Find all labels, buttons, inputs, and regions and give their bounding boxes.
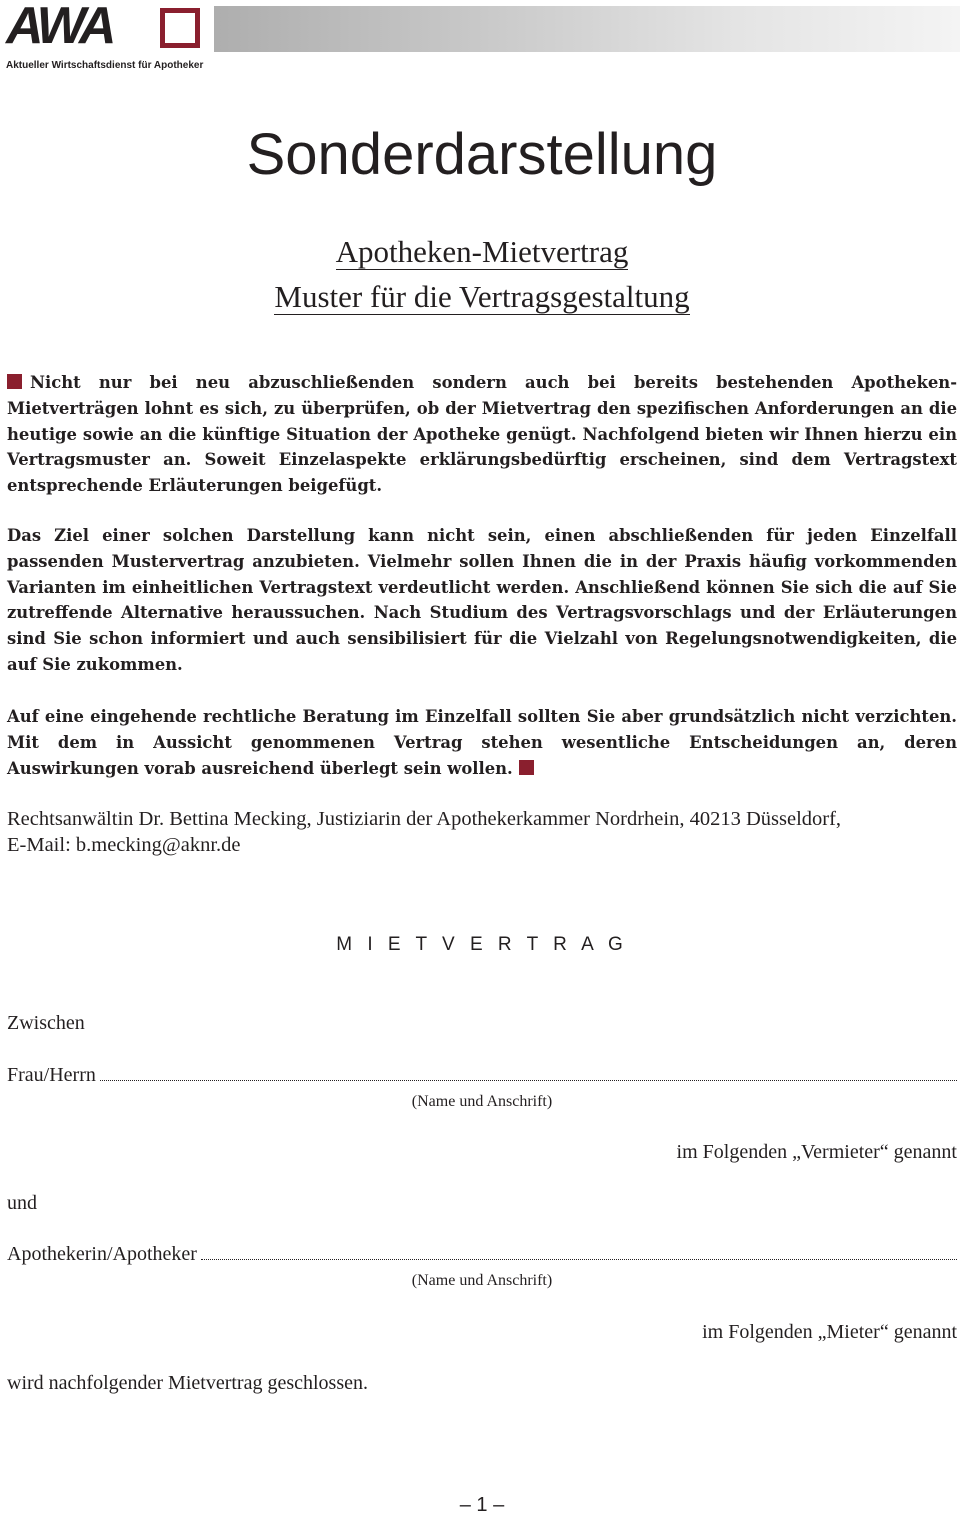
author-line-2: E-Mail: b.mecking@aknr.de <box>7 833 241 856</box>
page-header <box>0 0 960 80</box>
and-label: und <box>7 1192 37 1214</box>
square-marker-end-icon <box>519 760 534 775</box>
landlord-hint: (Name und Anschrift) <box>411 1093 553 1110</box>
logo-tagline: Aktueller Wirtschaftsdienst für Apotheker <box>6 60 204 71</box>
intro-paragraph-3 <box>7 704 957 781</box>
landlord-fill-line[interactable] <box>100 1064 957 1081</box>
logo-square-icon <box>160 8 200 48</box>
tenant-hint: (Name und Anschrift) <box>411 1272 553 1289</box>
tenant-label: Apothekerin/Apotheker <box>7 1243 197 1265</box>
awa-logo <box>6 0 206 56</box>
header-gradient-bar <box>214 6 960 52</box>
landlord-role: im Folgenden „Vermieter“ genannt <box>676 1141 957 1163</box>
logo-wordmark: AWA <box>6 0 113 55</box>
between-label: Zwischen <box>7 1012 85 1034</box>
author-line-1: Rechtsanwältin Dr. Bettina Mecking, Justiziarin der Apothekerkammer Nordrhein, 40213 Düsseldorf, <box>7 808 842 830</box>
landlord-label: Frau/Herrn <box>7 1064 96 1086</box>
intro-paragraph-1 <box>7 370 957 499</box>
contract-heading: M I E T V E R T R A G <box>336 934 628 955</box>
square-marker-icon <box>7 374 22 389</box>
closing-sentence: wird nachfolgender Mietvertrag geschlossen. <box>7 1372 368 1394</box>
tenant-fill-line[interactable] <box>201 1243 957 1260</box>
intro-paragraph-3-text: Auf eine eingehende rechtliche Beratung im Einzelfall sollten Sie aber grundsätzlich nicht verzichten. Mit dem in Aussicht genommenen Vertrag stehen wesentliche Entscheidungen an, deren Auswirkungen vorab ausreichend überlegt sein wollen. <box>7 707 957 778</box>
tenant-field[interactable] <box>7 1243 957 1266</box>
page-title: Sonderdarstellung <box>246 122 718 187</box>
author-info <box>7 807 957 859</box>
intro-paragraph-2: Das Ziel einer solchen Darstellung kann nicht sein, einen abschließenden für jeden Einzelfall passenden Mustervertrag anzubieten. Vielmehr sollen Ihnen die in der Praxis häufig vorkommenden Varianten im einheitlichen Vertragstext verdeutlicht werden. Anschließend können Sie sich die auf Sie zutreffende Alternative heraussuchen. Nach Studium des Vertragsvorschlags und der Erläuterungen sind Sie schon informiert und auch sensibilisiert für die Vielzahl von Regelungsnotwendigkeiten, die auf Sie zukommen. <box>7 526 957 674</box>
tenant-role: im Folgenden „Mieter“ genannt <box>702 1321 957 1343</box>
subtitle-template-text: Muster für die Vertragsgestaltung <box>274 279 690 314</box>
landlord-field[interactable] <box>7 1064 957 1087</box>
page-number: – 1 – <box>459 1494 505 1516</box>
intro-paragraph-1-text: Nicht nur bei neu abzuschließenden sondern auch bei bereits bestehenden Apotheken-Mietverträgen lohnt es sich, zu überprüfen, ob der Mietvertrag den spezifischen Anforderungen an die heutige sowie an die künftige Situation der Apotheke genügt. Nachfolgend bieten wir Ihnen hierzu ein Vertragsmuster an. Soweit Einzelaspekte erklärungsbedürftig erscheinen, sind dem Vertragstext entsprechende Erläuterungen beigefügt. <box>7 373 957 496</box>
subtitle-template <box>0 281 960 315</box>
subtitle-contract-type-text: Apotheken-Mietvertrag <box>335 234 629 269</box>
subtitle-contract-type <box>0 236 960 270</box>
